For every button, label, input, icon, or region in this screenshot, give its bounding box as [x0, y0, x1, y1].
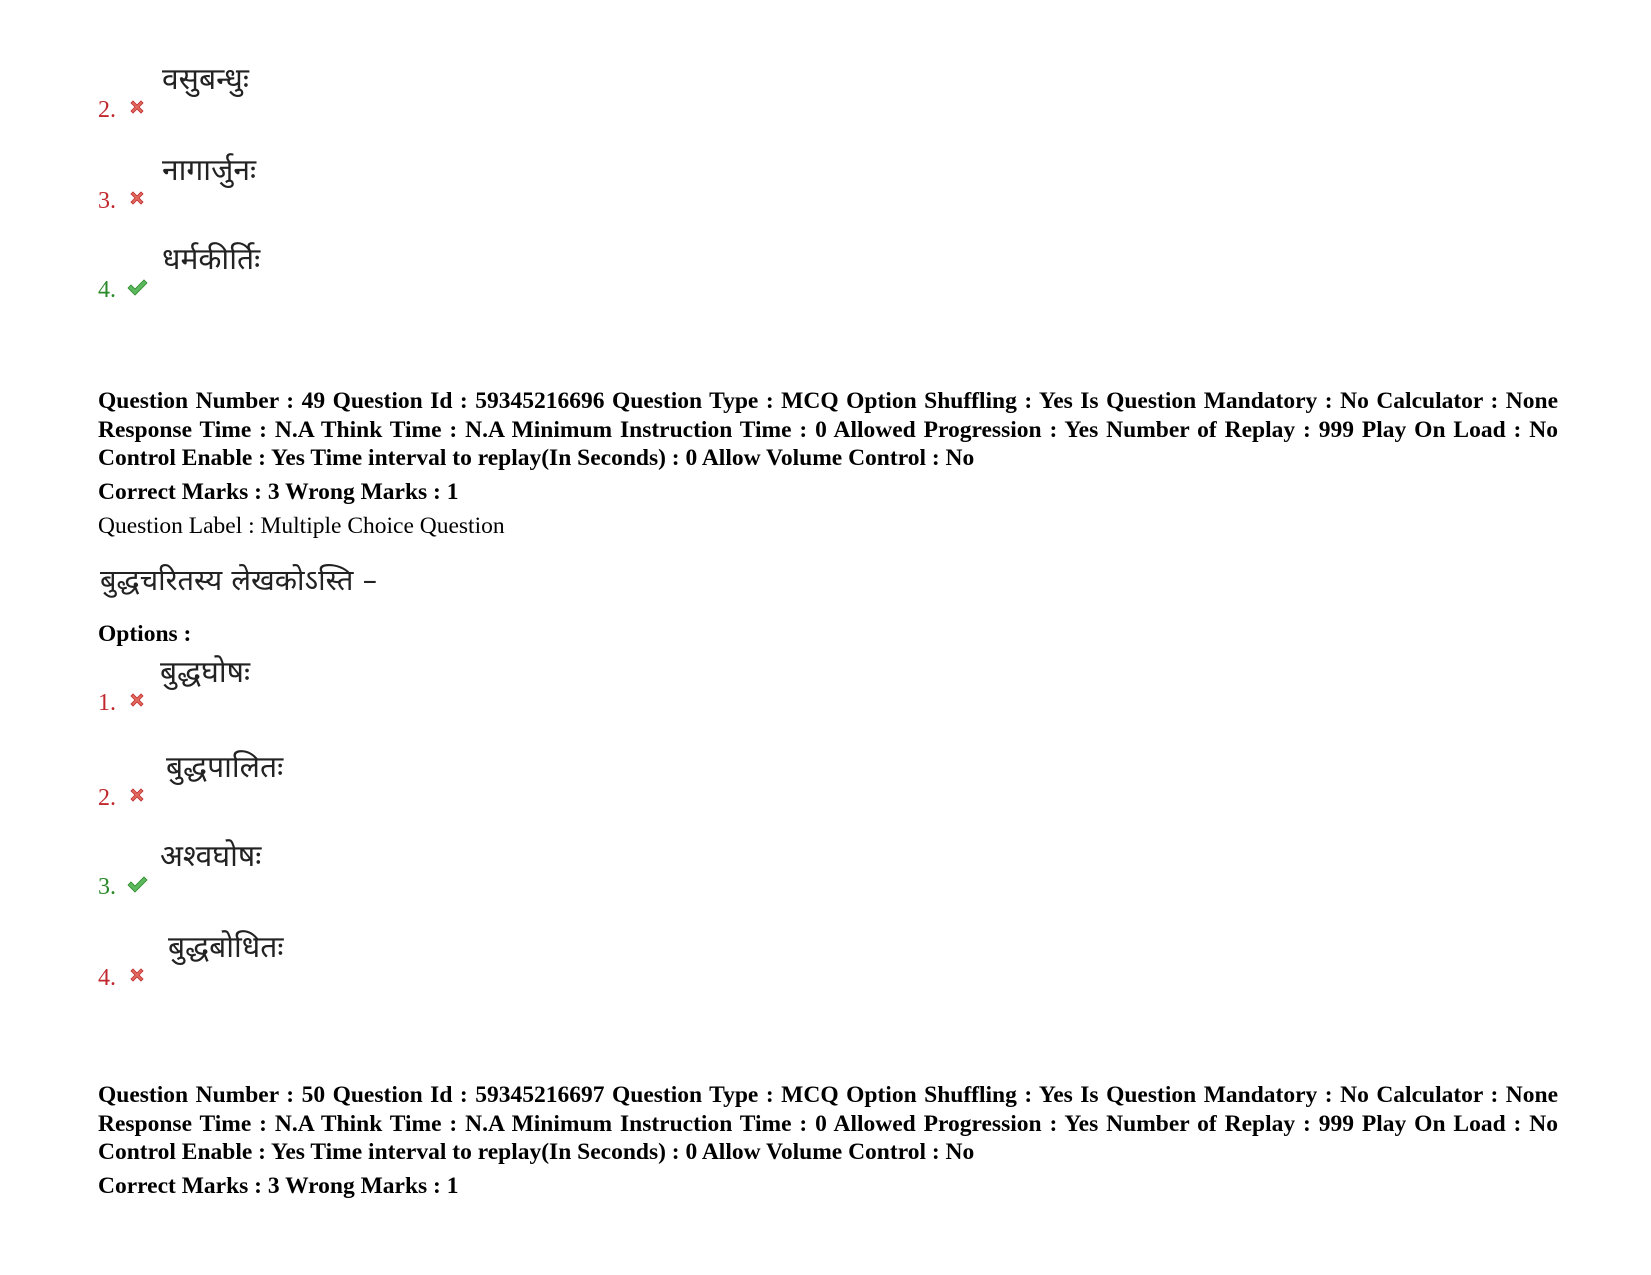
question-marks: Correct Marks : 3 Wrong Marks : 1 — [98, 1173, 459, 1199]
option-text: वसुबन्धुः — [162, 62, 249, 97]
option-number: 3. — [98, 874, 116, 900]
question-marks: Correct Marks : 3 Wrong Marks : 1 — [98, 479, 459, 505]
option-text: नागार्जुनः — [162, 153, 257, 188]
option-text: बुद्धपालितः — [166, 750, 284, 785]
option-text: धर्मकीर्तिः — [162, 242, 261, 277]
question-text: बुद्धचरितस्य लेखकोऽस्ति – — [100, 563, 378, 597]
check-icon — [126, 276, 148, 298]
option-item — [98, 839, 698, 899]
option-item — [98, 930, 698, 990]
question-label: Question Label : Multiple Choice Question — [98, 513, 505, 539]
cross-icon — [126, 964, 148, 986]
question-meta: Question Number : 49 Question Id : 59345216696 Question Type : MCQ Option Shuffling : Yes Is Question Mandatory : No Calculator : None Response Time : N.A Think Time : N.A Minimum Instruction Time : 0 Allowed Progression : Yes Number of Replay : 999 Play On Load : No Control Enable : Yes Time interval to replay(In Seconds) : 0 Allow Volume Control : No — [98, 388, 1558, 471]
option-item — [98, 750, 698, 810]
option-item — [98, 242, 698, 302]
option-item — [98, 153, 698, 213]
cross-icon — [126, 689, 148, 711]
option-number: 3. — [98, 188, 116, 214]
question-meta: Question Number : 50 Question Id : 59345216697 Question Type : MCQ Option Shuffling : Yes Is Question Mandatory : No Calculator : None Response Time : N.A Think Time : N.A Minimum Instruction Time : 0 Allowed Progression : Yes Number of Replay : 999 Play On Load : No Control Enable : Yes Time interval to replay(In Seconds) : 0 Allow Volume Control : No — [98, 1082, 1558, 1165]
check-icon — [126, 873, 148, 895]
option-number: 2. — [98, 785, 116, 811]
cross-icon — [126, 784, 148, 806]
option-item — [98, 62, 698, 122]
option-text: बुद्धबोधितः — [168, 930, 284, 965]
option-number: 1. — [98, 690, 116, 716]
option-number: 2. — [98, 97, 116, 123]
option-number: 4. — [98, 277, 116, 303]
option-item — [98, 655, 698, 715]
options-heading: Options : — [98, 621, 192, 647]
cross-icon — [126, 96, 148, 118]
option-text: अश्वघोषः — [160, 839, 262, 874]
cross-icon — [126, 187, 148, 209]
option-text: बुद्धघोषः — [160, 655, 250, 690]
option-number: 4. — [98, 965, 116, 991]
